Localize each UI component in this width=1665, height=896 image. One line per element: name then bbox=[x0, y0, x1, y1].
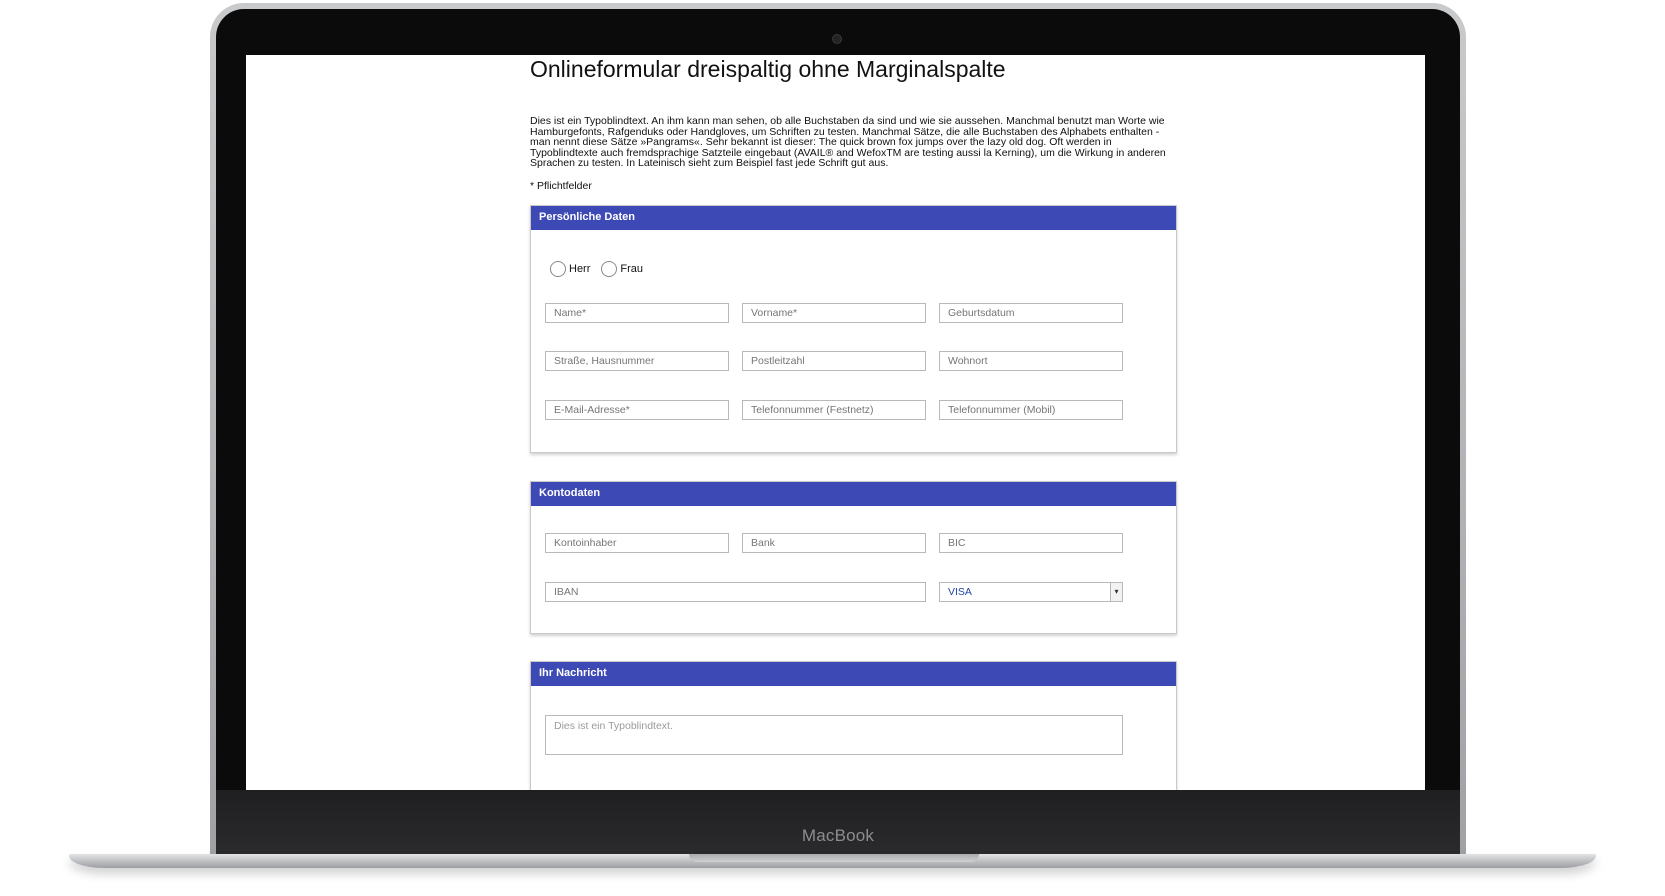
card-type-select[interactable] bbox=[939, 582, 1123, 602]
radio-herr-label[interactable]: Herr bbox=[569, 263, 591, 275]
laptop-chin bbox=[216, 790, 1460, 856]
wohnort-input[interactable] bbox=[939, 351, 1123, 371]
message-textarea[interactable] bbox=[545, 715, 1123, 755]
intro-text: Dies ist ein Typoblindtext. An ihm kann man sehen, ob alle Buchstaben da sind und wie sie aussehen. Manchmal benutzt man Worte wie Hamburgefonts, Rafgenduks oder Handgloves, um Schriften zu testen. Manchmal Sätze, die alle Buchstaben des Alphabets enthalten - man nennt diese Sätze »Pangrams«. Sehr bekannt ist dieser: The quick brown fox jumps over the lazy old dog. Oft werden in Typoblindtexte auch fremdsprachige Satzteile eingebaut (AVAIL® and WefoxTM are testing aussi la Kerning), um die Wirkung in anderen Sprachen zu testen. In Lateinisch sieht zum Beispiel fast jede Schrift gut aus. bbox=[530, 115, 1166, 170]
plz-input[interactable] bbox=[742, 351, 926, 371]
camera-icon bbox=[832, 34, 842, 44]
strasse-input[interactable] bbox=[545, 351, 729, 371]
required-note: * Pflichtfelder bbox=[530, 179, 592, 192]
page-title: Onlineformular dreispaltig ohne Marginalspalte bbox=[530, 56, 1006, 82]
radio-frau-label[interactable]: Frau bbox=[620, 263, 644, 275]
tel-mobil-input[interactable] bbox=[939, 400, 1123, 420]
iban-input[interactable] bbox=[545, 582, 926, 602]
radio-frau[interactable] bbox=[601, 261, 617, 277]
name-input[interactable] bbox=[545, 303, 729, 323]
email-input[interactable] bbox=[545, 400, 729, 420]
radio-herr[interactable] bbox=[550, 261, 566, 277]
personal-data-heading: Persönliche Daten bbox=[531, 206, 1176, 230]
form-content bbox=[530, 55, 1176, 732]
bic-input[interactable] bbox=[939, 533, 1123, 553]
screen bbox=[246, 55, 1425, 792]
message-panel bbox=[530, 661, 1177, 792]
message-heading: Ihr Nachricht bbox=[531, 662, 1176, 686]
card-type-value: VISA bbox=[948, 586, 972, 598]
personal-data-panel bbox=[530, 205, 1177, 453]
salutation-group bbox=[550, 261, 654, 277]
account-data-panel bbox=[530, 481, 1177, 634]
vorname-input[interactable] bbox=[742, 303, 926, 323]
brand-label: MacBook bbox=[801, 826, 875, 845]
message-placeholder: Dies ist ein Typoblindtext. bbox=[554, 720, 673, 732]
kontoinhaber-input[interactable] bbox=[545, 533, 729, 553]
geburtsdatum-input[interactable] bbox=[939, 303, 1123, 323]
dropdown-arrow-icon[interactable]: ▾ bbox=[1110, 583, 1122, 601]
bank-input[interactable] bbox=[742, 533, 926, 553]
laptop-notch bbox=[689, 854, 979, 862]
tel-festnetz-input[interactable] bbox=[742, 400, 926, 420]
account-data-heading: Kontodaten bbox=[531, 482, 1176, 506]
